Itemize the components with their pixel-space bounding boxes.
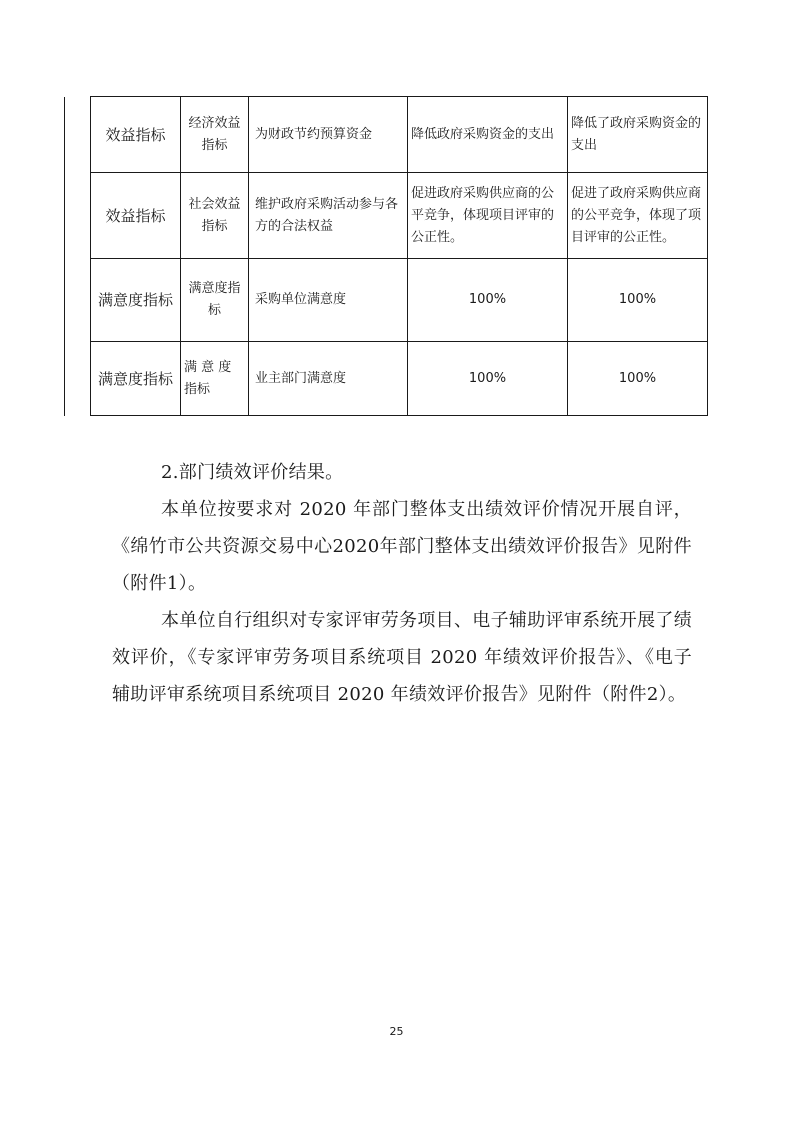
table-row xyxy=(65,97,708,173)
indicator-table xyxy=(64,96,708,416)
target-value-cell: 100% xyxy=(408,259,568,342)
evaluation-results-section xyxy=(112,454,692,713)
performance-indicator-table xyxy=(64,96,707,413)
actual-value-cell: 促进了政府采购供应商的公平竞争，体现了项目评审的公正性。 xyxy=(568,173,708,259)
level1-indicator-cell: 效益指标 xyxy=(91,97,181,173)
level1-indicator-cell: 满意度指标 xyxy=(91,342,181,416)
target-value-cell: 100% xyxy=(408,342,568,416)
target-value-cell: 降低政府采购资金的支出 xyxy=(408,97,568,173)
level2-indicator-cell: 社会效益指标 xyxy=(181,173,249,259)
table-row xyxy=(65,259,708,342)
target-value-cell: 促进政府采购供应商的公平竞争，体现项目评审的公正性。 xyxy=(408,173,568,259)
level2-indicator-cell: 满意度指标 xyxy=(181,259,249,342)
actual-value-cell: 降低了政府采购资金的支出 xyxy=(568,97,708,173)
indicator-name-cell: 采购单位满意度 xyxy=(249,259,408,342)
indicator-name-cell: 维护政府采购活动参与各方的合法权益 xyxy=(249,173,408,259)
table-row xyxy=(65,342,708,416)
indicator-name-cell: 为财政节约预算资金 xyxy=(249,97,408,173)
level1-indicator-cell: 效益指标 xyxy=(91,173,181,259)
actual-value-cell: 100% xyxy=(568,259,708,342)
body-paragraph: 本单位按要求对 2020 年部门整体支出绩效评价情况开展自评，《绵竹市公共资源交易中心2020年部门整体支出绩效评价报告》见附件（附件1）。 xyxy=(112,499,692,594)
actual-value-cell: 100% xyxy=(568,342,708,416)
body-paragraph: 本单位自行组织对专家评审劳务项目、电子辅助评审系统开展了绩效评价，《专家评审劳务项目系统项目 2020 年绩效评价报告》、《电子辅助评审系统项目系统项目 2020 年绩效评价报告》见附件（附件2）。 xyxy=(112,610,692,705)
table-left-margin-column xyxy=(65,97,91,416)
page-number: 25 xyxy=(389,1025,404,1038)
level1-indicator-cell: 满意度指标 xyxy=(91,259,181,342)
table-row xyxy=(65,173,708,259)
level2-indicator-cell: 满 意 度 指标 xyxy=(181,342,249,416)
indicator-name-cell: 业主部门满意度 xyxy=(249,342,408,416)
level2-indicator-cell: 经济效益指标 xyxy=(181,97,249,173)
section-heading: 2.部门绩效评价结果。 xyxy=(161,462,344,483)
